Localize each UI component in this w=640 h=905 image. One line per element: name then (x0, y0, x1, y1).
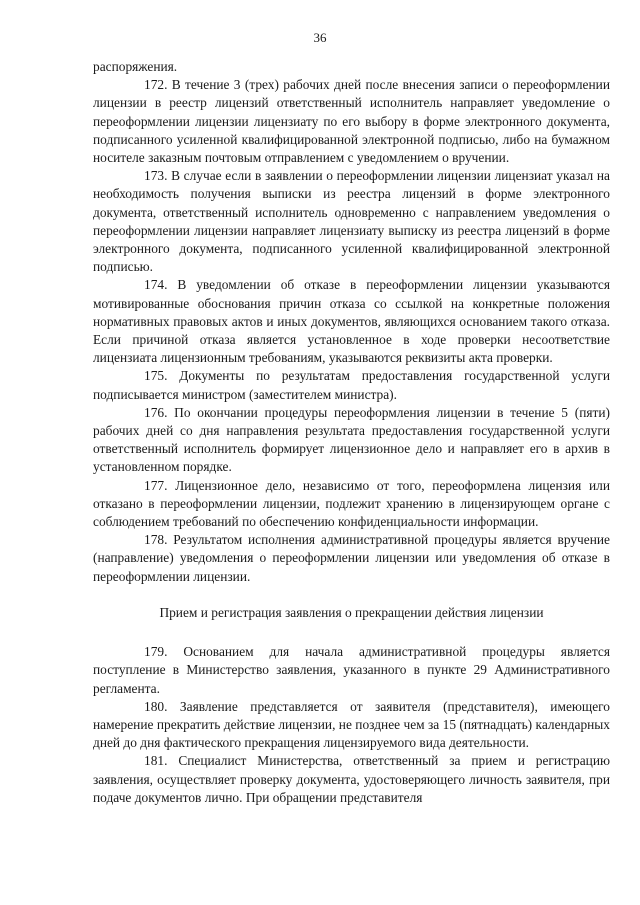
paragraph-176: 176. По окончании процедуры переоформления лицензии в течение 5 (пяти) рабочих дней со дня направления результата предоставления государственной услуги ответственный исполнитель формирует лицензионное дело и направляет его в архив в установленном порядке. (93, 404, 610, 475)
paragraph-172: 172. В течение 3 (трех) рабочих дней после внесения записи о переоформлении лицензии в реестр лицензий ответственный исполнитель направляет уведомление о переоформлении лицензии лицензиату по его выбору в форме электронного документа, подписанного усиленной квалифицированной электронной подписью, либо на бумажном носителе заказным почтовым отправлением с уведомлением о вручении. (93, 77, 610, 166)
paragraph-173: 173. В случае если в заявлении о переоформлении лицензии лицензиат указал на необходимость получения выписки из реестра лицензий в форме электронного документа, ответственный исполнитель одновременно с направлением уведомления о переоформлении лицензии направляет лицензиату выписку из реестра лицензий в форме электронного документа, подписанного усиленной квалифицированной электронной подписью. (93, 168, 610, 275)
paragraph-175: 175. Документы по результатам предоставления государственной услуги подписывается министром (заместителем министра). (93, 368, 610, 402)
paragraph-174: 174. В уведомлении об отказе в переоформлении лицензии указываются мотивированные обоснования причин отказа со ссылкой на конкретные положения нормативных правовых актов и иных документов, являющихся основанием такого отказа. Если причиной отказа является установленное в ходе проверки несоответствие лицензиата лицензионным требованиям, указываются реквизиты акта проверки. (93, 277, 610, 366)
paragraph-181: 181. Специалист Министерства, ответственный за прием и регистрацию заявления, осуществляет проверку документа, удостоверяющего личность заявителя, при подаче документов лично. При обращении представителя (93, 753, 610, 805)
paragraph-178: 178. Результатом исполнения административной процедуры является вручение (направление) уведомления о переоформлении лицензии или уведомления об отказе в переоформлении лицензии. (93, 532, 610, 584)
section-heading: Прием и регистрация заявления о прекращении действия лицензии (159, 604, 544, 620)
paragraph-180: 180. Заявление представляется от заявителя (представителя), имеющего намерение прекратить действие лицензии, не позднее чем за 15 (пятнадцать) календарных дней до дня фактического прекращения лицензируемого вида деятельности. (93, 698, 610, 751)
paragraph-continuation: распоряжения. (93, 59, 178, 74)
paragraph-177: 177. Лицензионное дело, независимо от того, переоформлена лицензия или отказано в переоформлении лицензии, подлежит хранению в лицензирующем органе с соблюдением требований по обеспечению конфиденциальности информации. (93, 477, 610, 530)
document-body (93, 58, 610, 807)
paragraph-179: 179. Основанием для начала административной процедуры является поступление в Министерство заявления, указанного в пункте 29 Административного регламента. (93, 644, 610, 696)
page-number: 36 (313, 30, 327, 45)
